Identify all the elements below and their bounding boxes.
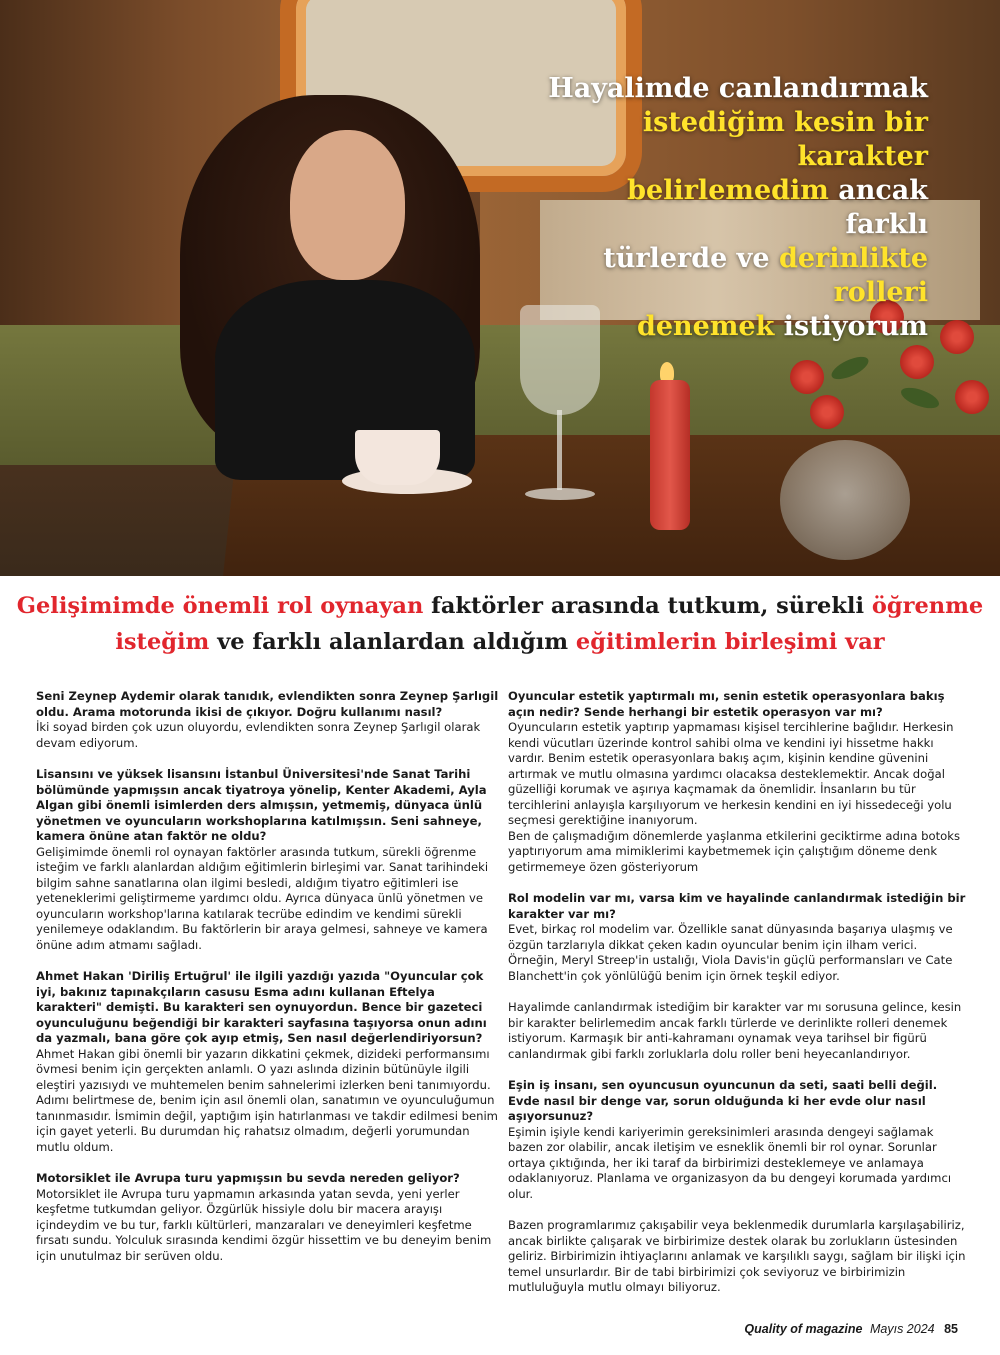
- interview-qa: [508, 1078, 970, 1202]
- page-number: 85: [944, 1322, 958, 1336]
- photo-quote-line: denemek istiyorum: [636, 311, 928, 342]
- interview-question: Rol modelin var mı, varsa kim ve hayalinde canlandırmak istediğin bir karakter var mı?: [508, 891, 966, 921]
- photo-rose: [940, 320, 974, 354]
- interview-paragraph: Hayalimde canlandırmak istediğim bir karakter var mı sorusuna gelince, kesin bir karakter belirlemedim ancak farklı türlerde ve derinlikte rolleri denemek istiyorum. Karmaşık bir anti-kahramanı oynamak veya tarihsel bir figürü canlandırmak gibi farklı zorluklarla dolu roller beni heyecanlandırıyor.: [508, 1000, 962, 1061]
- interview-question: Ahmet Hakan 'Diriliş Ertuğrul' ile ilgili yazdığı yazıda "Oyuncular çok iyi, bakınız tapınakçıların casusu Esma adını kullanan Eftelya karakteri" demişti. Bu karakteri sen oynuyordun. Bence bir gazeteci oyunculuğunu beğendiği bir karakteri sayfasına taşıyorsa onun adını da yazmalı, bana göre çok ayıp etmiş, Sen nasıl değerlendiriyorsun?: [36, 969, 487, 1045]
- photo-quote-line: istediğim kesin bir karakter: [642, 107, 928, 172]
- photo-rose: [900, 345, 934, 379]
- interview-answer: Gelişimimde önemli rol oynayan faktörler arasında tutkum, sürekli öğrenme isteğim ve farklı alanlardan aldığım eğitimlerin birleşimi var. Sanat tarihindeki bilgim sahne sanatlarına olan ilgimi besledi, aldığım tiyatro eğitimleri ise yeteneklerimi geliştirmeme yardımcı oldu. Ayrıca dünyaca ünlü yönetmen ve oyuncuların workshop'larına katılarak tecrübe edindim ve kendimi sürekli yenilemeye odaklandım. Bu faktörlerin bir araya gelmesi, sahneye ve kamera önüne adım atmamı sağladı.: [36, 844, 489, 952]
- interview-answer: Ben de çalışmadığım dönemlerde yaşlanma etkilerini geciktirme adına botoks yaptırıyorum ama mimiklerimi kaybetmemek için çalıştığım döneme denk getirmemeye özen gösteriyorum: [508, 828, 961, 874]
- interview-qa: [36, 689, 504, 751]
- interview-question: Oyuncular estetik yaptırmalı mı, senin estetik operasyonlara bakış açın nedir? Sende herhangi bir estetik operasyon var mı?: [508, 689, 945, 719]
- interview-question: Lisansını ve yüksek lisansını İstanbul Üniversitesi'nde Sanat Tarihi bölümünde yapmışsın ancak tiyatroya yönelip, Kenter Akademi, Ayla Algan gibi önemli isimlerden ders almışsın, yetmemiş, dünyaca ünlü yönetmen ve oyuncuların workshoplarına katılmışsın. Seni sahneye, kamera önüne atan faktör ne oldu?: [36, 767, 487, 843]
- photo-headline-quote: [548, 72, 928, 344]
- interview-question: Seni Zeynep Aydemir olarak tanıdık, evlendikten sonra Zeynep Şarlıgil oldu. Arama motorunda ikisi de çıkıyor. Doğru kullanımı nasıl?: [36, 689, 499, 719]
- interview-answer: Evet, birkaç rol modelim var. Özellikle sanat dünyasında başarıya ulaşmış ve özgün tarzlarıyla dikkat çeken kadın oyuncular benim için ilham verici. Örneğin, Meryl Streep'in ustalığı, Viola Davis'in güçlü performansları ve Cate Blanchett'in çok yönlülüğü benim için örnek teşkil ediyor.: [508, 922, 953, 983]
- interview-question: Eşin iş insanı, sen oyuncusun oyuncunun da seti, saati belli değil. Evde nasıl bir denge var, sorun olduğunda ki her evde olur nasıl aşıyorsunuz?: [508, 1078, 938, 1123]
- interview-qa: [36, 969, 504, 1155]
- interview-qa: [508, 689, 970, 875]
- issue-date: Mayıs 2024: [869, 1322, 935, 1336]
- pull-quote: [0, 588, 1000, 660]
- interview-answer: Motorsiklet ile Avrupa turu yapmamın arkasında yatan sevda, yeni yerler keşfetme tutkumdan geliyor. Özgürlük hissiyle dolu bir macera arayışı içindeydim ve bu tur, farklı kültürleri, manzaraları ve deneyimleri keşfetme fırsatı sundu. Yolculuk sırasında kendimi özgür hissettim ve bu deneyim benim için unutulmaz bir serüven oldu.: [36, 1186, 492, 1263]
- photo-rose: [810, 395, 844, 429]
- interview-question: Motorsiklet ile Avrupa turu yapmışsın bu sevda nereden geliyor?: [36, 1171, 460, 1185]
- photo-vase: [780, 440, 910, 560]
- photo-quote-line: belirlemedim ancak farklı: [627, 175, 928, 240]
- photo-quote-line: Hayalimde canlandırmak: [548, 73, 928, 104]
- photo-coffee-cup: [355, 430, 440, 485]
- interview-answer: Oyuncuların estetik yaptırıp yapmaması kişisel tercihlerine bağlıdır. Herkesin kendi vücutları üzerinde kontrol sahibi olma ve kendini iyi hissetme hakkı vardır. Benim estetik operasyonlara bakış açım, kişinin kendine güvenini artırmak ve mutlu olmasına yardımcı olacaksa desteklemektir. Ancak doğal güzelliği korumak ve aşırıya kaçmamak da önemlidir. İnsanların bu tür tercihlerini anlayışla karşılıyorum ve herkesin kendini en iyi hissedeceği yolu seçmesi gerektiğine inanıyorum.: [508, 720, 954, 827]
- pull-quote-line: Gelişimimde önemli rol oynayan faktörler arasında tutkum, sürekli öğrenme: [16, 593, 984, 619]
- interview-qa: [36, 767, 504, 953]
- interview-qa: [36, 1171, 504, 1264]
- article-column-right: [508, 689, 970, 1312]
- interview-qa: [508, 891, 970, 984]
- photo-wine-glass-base: [525, 488, 595, 500]
- page-footer: [744, 1322, 958, 1336]
- interview-answer: İki soyad birden çok uzun oluyordu, evlendikten sonra Zeynep Şarlıgil olarak devam ediyorum.: [36, 720, 481, 750]
- photo-candle: [650, 380, 690, 530]
- interview-answer: Ahmet Hakan gibi önemli bir yazarın dikkatini çekmek, dizideki performansımı övmesi benim için gerçekten anlamlı. O yazı aslında dizinin bütünüyle ilgili eleştiri yazısıydı ve muhtemelen benim sahnelerimi izlerken beni tanımıyordu. Adımı belirtmese de, benim için asıl önemli olan, sanatımın ve oyunculuğumun tanınmasıdır. İsmimin değil, yaptığım işin hatırlanması ve takdir edilmesi benim için gayet yeterli. Bu durumdan hiç rahatsız olmadım, değerli yorumundan mutlu oldum.: [36, 1046, 498, 1154]
- photo-wine-glass-stem: [557, 410, 562, 490]
- pull-quote-line: isteğim ve farklı alanlardan aldığım eğitimlerin birleşimi var: [115, 629, 885, 655]
- photo-woman-face: [290, 130, 405, 280]
- photo-quote-line: türlerde ve derinlikte rolleri: [603, 243, 928, 308]
- hero-photo: [0, 0, 1000, 576]
- interview-answer: Eşimin işiyle kendi kariyerimin gereksinimleri arasında dengeyi sağlamak bazen zor olabilir, ancak iletişim ve esneklik önemli bir rol oynar. Sorunlar ortaya çıktığında, her iki taraf da birbirimizi desteklemeye ve anlamaya odaklanıyoruz. Planlama ve organizasyon da bu dengeyi korumada yardımcı olur.: [508, 1124, 952, 1201]
- photo-rose: [790, 360, 824, 394]
- photo-rose: [955, 380, 989, 414]
- article-column-left: [36, 689, 504, 1280]
- magazine-name: Quality of magazine: [744, 1322, 863, 1336]
- interview-paragraph: Bazen programlarımız çakışabilir veya beklenmedik durumlarla karşılaşabiliriz, ancak birlikte çalışarak ve birbirimize destek olarak bu zorlukların üstesinden geliriz. Birbirimizin ihtiyaçlarını anlamak ve karşılıklı saygı, sağlam bir ilişki için temel unsurlardır. Bir de tabi birbirimizi çok seviyoruz ve birbirimizin mutluluğuyla mutlu olmayı biliyoruz.: [508, 1218, 966, 1294]
